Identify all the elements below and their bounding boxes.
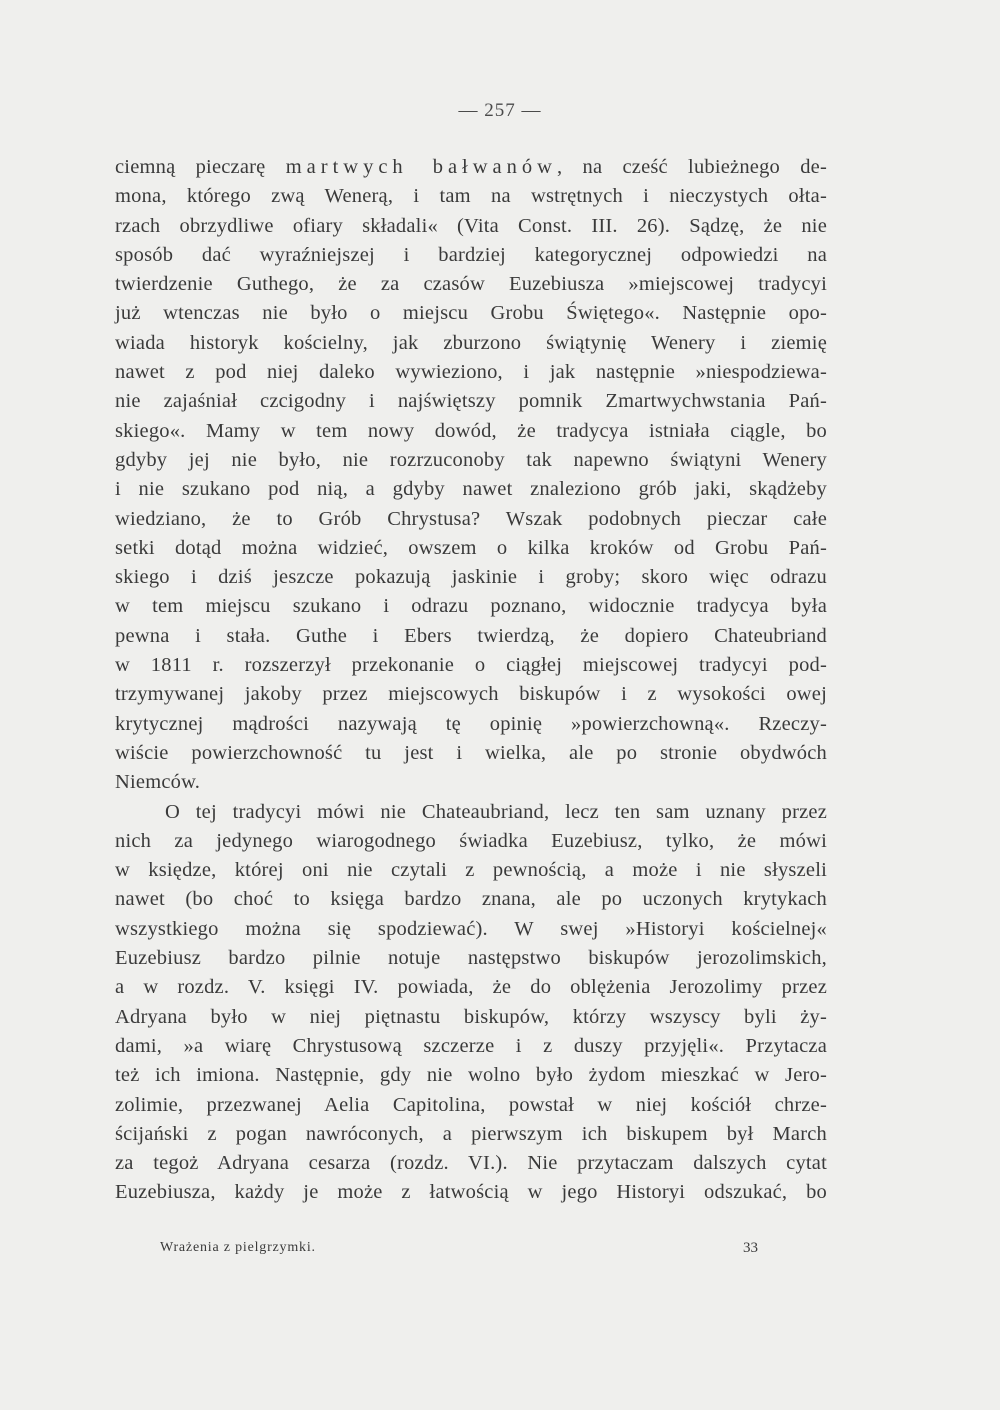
page-footer	[160, 1240, 760, 1264]
text-line: nie zajaśniał czcigodny i najświętszy pomnik Zmartwychwstania Pań-	[115, 390, 827, 413]
text-line: gdyby jej nie było, nie rozrzuconoby tak napewno świątyni Wenery	[115, 448, 827, 471]
text-line: nawet z pod niej daleko wywieziono, i jak następnie »niespodziewa-	[115, 361, 827, 384]
text-line: nich za jedynego wiarogodnego świadka Euzebiusz, tylko, że mówi	[115, 829, 827, 852]
text-line: za tegoż Adryana cesarza (rozdz. VI.). Nie przytaczam dalszych cytat	[115, 1152, 827, 1175]
text-line: zolimie, przezwanej Aelia Capitolina, powstał w niej kościół chrze-	[115, 1093, 827, 1116]
text-line: twierdzenie Guthego, że za czasów Euzebiusza »miejscowej tradycyi	[115, 273, 827, 296]
text-line: Adryana było w niej piętnastu biskupów, którzy wszyscy byli ży-	[115, 1005, 827, 1028]
text-line: też ich imiona. Następnie, gdy nie wolno było żydom mieszkać w Jero-	[115, 1064, 827, 1087]
text-line: krytycznej mądrości nazywają tę opinię »powierzchowną«. Rzeczy-	[115, 712, 827, 735]
text-line	[115, 153, 827, 182]
text-line: wiedziano, że to Grób Chrystusa? Wszak podobnych pieczar całe	[115, 507, 827, 530]
text-line: mona, którego zwą Wenerą, i tam na wstrętnych i nieczystych ołta-	[115, 185, 827, 208]
text-line-end: , na cześć lubieżnego de-	[556, 156, 827, 178]
signature-mark: 33	[743, 1240, 758, 1256]
body-text	[115, 153, 827, 1208]
paragraph-end-line: Niemców.	[115, 771, 201, 794]
text-line: ścijański z pogan nawróconych, a pierwszym ich biskupem był March	[115, 1122, 827, 1145]
spaced-emphasis: martwych bałwanów	[285, 156, 557, 178]
text-line: i nie szukano pod nią, a gdyby nawet znaleziono grób jaki, skądżeby	[115, 478, 827, 501]
text-line: Euzebiusz bardzo pilnie notuje następstwo biskupów jerozolimskich,	[115, 947, 827, 970]
footer-book-title: Wrażenia z pielgrzymki.	[160, 1240, 316, 1255]
text-line: sposób dać wyraźniejszej i bardziej kategorycznej odpowiedzi na	[115, 243, 827, 266]
text-line: w księdze, której oni nie czytali z pewnością, a może i nie słyszeli	[115, 859, 827, 882]
text-line: dami, »a wiarę Chrystusową szczerze i z duszy przyjęli«. Przytacza	[115, 1034, 827, 1057]
text-line: trzymywanej jakoby przez miejscowych biskupów i z wysokości owej	[115, 683, 827, 706]
text-line: Euzebiusza, każdy je może z łatwością w jego Historyi odszukać, bo	[115, 1181, 827, 1204]
text-line: w 1811 r. rozszerzył przekonanie o ciągłej miejscowej tradycyi pod-	[115, 654, 827, 677]
text-line: skiego«. Mamy w tem nowy dowód, że tradycya istniała ciągle, bo	[115, 419, 827, 442]
text-line: skiego i dziś jeszcze pokazują jaskinie i groby; skoro więc odrazu	[115, 566, 827, 589]
text-line: wiada historyk kościelny, jak zburzono świątynię Wenery i ziemię	[115, 331, 827, 354]
paragraph-start-line: O tej tradycyi mówi nie Chateaubriand, lecz ten sam uznany przez	[165, 800, 827, 823]
text-line: a w rozdz. V. księgi IV. powiada, że do oblężenia Jerozolimy przez	[115, 976, 827, 999]
text-line: setki dotąd można widzieć, owszem o kilka kroków od Grobu Pań-	[115, 536, 827, 559]
text-line: rzach obrzydliwe ofiary składali« (Vita Const. III. 26). Sądzę, że nie	[115, 214, 827, 237]
text-line: już wtenczas nie było o miejscu Grobu Świętego«. Następnie opo-	[115, 302, 827, 325]
text-line: nawet (bo choć to księga bardzo znana, ale po uczonych krytykach	[115, 888, 827, 911]
text-line-start: ciemną pieczarę	[115, 156, 286, 178]
text-line: pewna i stała. Guthe i Ebers twierdzą, że dopiero Chateubriand	[115, 624, 827, 647]
text-line: wszystkiego można się spodziewać). W swej »Historyi kościelnej«	[115, 917, 827, 940]
text-line: w tem miejscu szukano i odrazu poznano, widocznie tradycya była	[115, 595, 827, 618]
page-number: — 257 —	[458, 100, 542, 121]
text-line: wiście powierzchowność tu jest i wielka, ale po stronie obydwóch	[115, 741, 827, 764]
